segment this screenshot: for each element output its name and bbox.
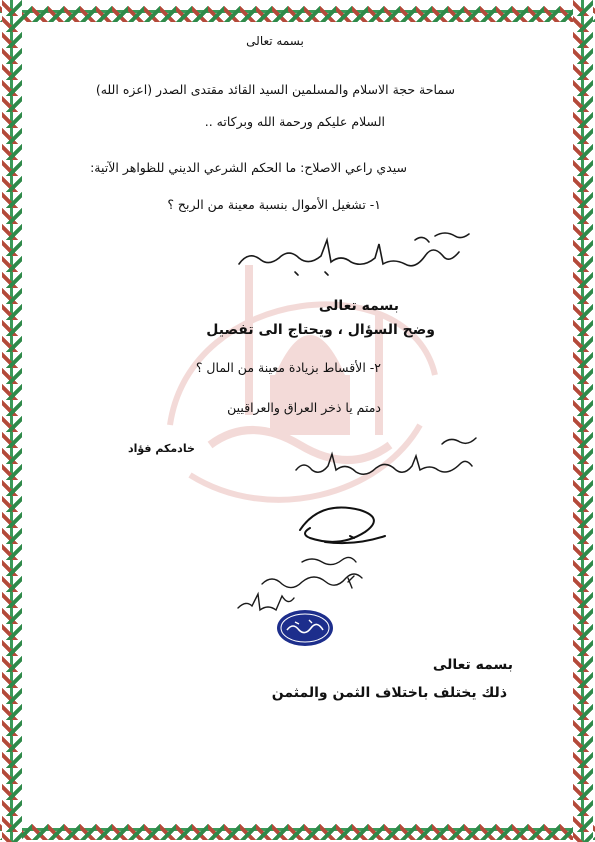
answer-1-text: وضح السؤال ، ويحتاج الى تفصيل: [206, 322, 435, 338]
sender-name: خادمكم فؤاد: [128, 442, 195, 455]
document-title: بسمه تعالى: [246, 34, 304, 48]
signature-icon: [290, 500, 400, 555]
question-2: ٢- الأقساط بزيادة معينة من المال ؟: [195, 360, 381, 375]
addressee-line: سماحة حجة الاسلام والمسلمين السيد القائد مقتدى الصدر (اعزه الله): [95, 82, 455, 97]
closing-line: دمتم يا ذخر العراق والعراقيين: [227, 400, 381, 415]
handwritten-answer-2: [292, 432, 482, 482]
question-1: ١- تشغيل الأموال بنسبة معينة من الربح ؟: [167, 197, 381, 212]
official-seal-stamp: [275, 608, 335, 648]
decorative-border-top: [0, 2, 595, 22]
decorative-border-bottom: [0, 820, 595, 840]
greeting-line: السلام عليكم ورحمة الله وبركاته ..: [204, 114, 385, 129]
answer-2-title: بسمه تعالى: [432, 657, 513, 673]
answer-1-title: بسمه تعالى: [318, 298, 399, 314]
question-intro: سيدي راعي الاصلاح: ما الحكم الشرعي الديني للظواهر الآتية:: [90, 160, 407, 175]
decorative-border-right: [573, 0, 593, 842]
decorative-border-left: [2, 0, 22, 842]
answer-2-text: ذلك يختلف باختلاف الثمن والمثمن: [271, 685, 507, 701]
handwritten-answer-1: [235, 222, 475, 282]
